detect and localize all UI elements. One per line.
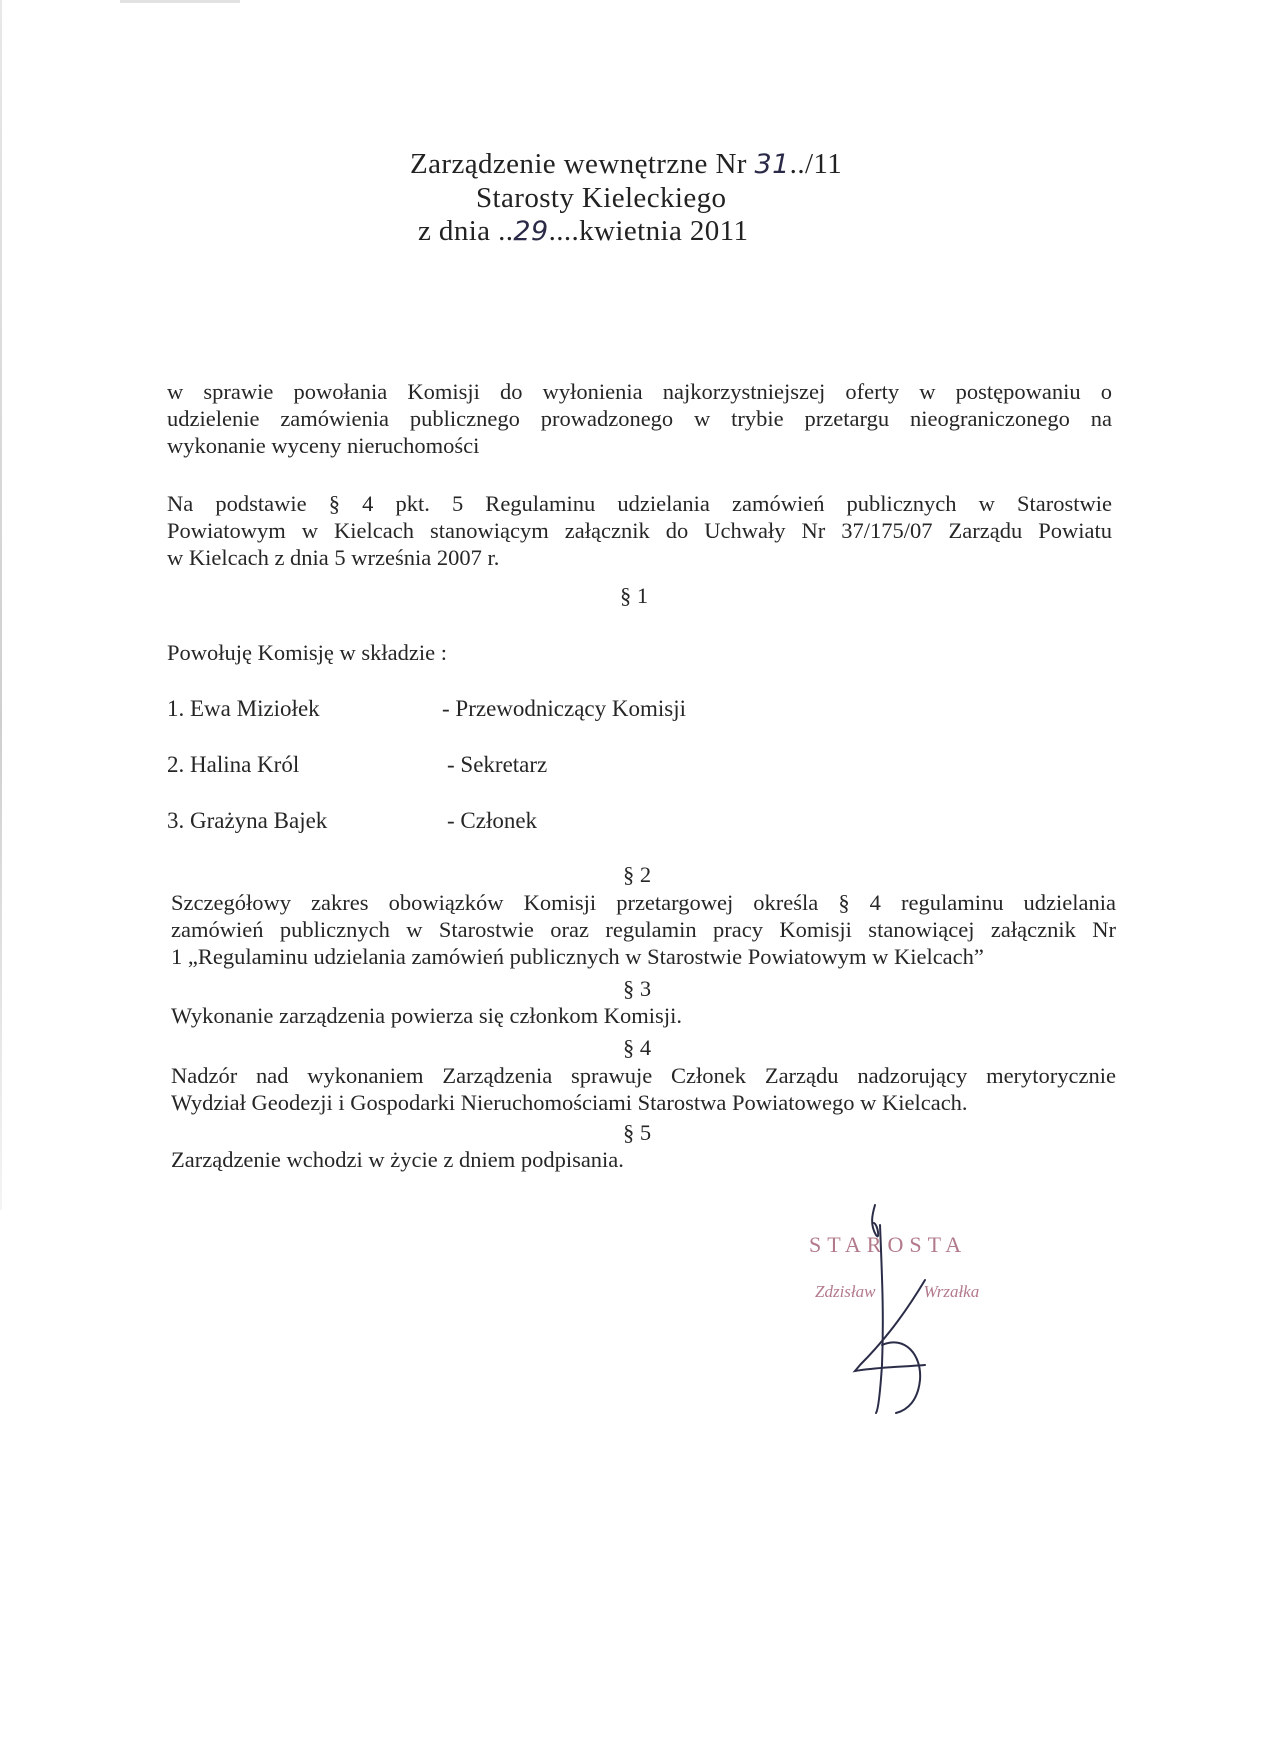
subject-line: wykonanie wyceny nieruchomości bbox=[167, 433, 480, 458]
member-role: - Przewodniczący Komisji bbox=[442, 696, 686, 721]
committee-member bbox=[167, 752, 548, 778]
member-name: 1. Ewa Miziołek bbox=[167, 696, 320, 721]
handwritten-signature bbox=[800, 1195, 1000, 1445]
section-4-paragraph bbox=[171, 1062, 1116, 1116]
document-header bbox=[410, 148, 842, 249]
stamp-first-name: Zdzisław bbox=[815, 1282, 876, 1301]
section-4-line: Wydział Geodezji i Gospodarki Nieruchomościami Starostwa Powiatowego w Kielcach. bbox=[171, 1090, 968, 1115]
scan-top-mark bbox=[120, 0, 240, 3]
member-role: - Członek bbox=[447, 808, 538, 833]
section-2-heading: § 2 bbox=[623, 862, 652, 887]
section-5-heading: § 5 bbox=[623, 1120, 652, 1145]
scan-edge bbox=[0, 0, 2, 1210]
committee-member bbox=[167, 696, 686, 722]
member-name: 3. Grażyna Bajek bbox=[167, 808, 328, 833]
section-2-line: Szczegółowy zakres obowiązków Komisji przetargowej określa § 4 regulaminu udzielania bbox=[171, 890, 1116, 915]
section-4-line: Nadzór nad wykonaniem Zarządzenia sprawuje Członek Zarządu nadzorujący merytorycznie bbox=[171, 1063, 1116, 1088]
section-2-line: 1 „Regulaminu udzielania zamówień publicznych w Starostwie Powiatowym w Kielcach” bbox=[171, 944, 984, 969]
header-authority: Starosty Kieleckiego bbox=[476, 181, 727, 214]
subject-line: udzielenie zamówienia publicznego prowadzonego w trybie przetargu nieograniczonego na bbox=[167, 406, 1112, 431]
basis-line: w Kielcach z dnia 5 września 2007 r. bbox=[167, 545, 500, 570]
basis-line: Na podstawie § 4 pkt. 5 Regulaminu udzielania zamówień publicznych w Starostwie bbox=[167, 491, 1112, 516]
stamp-title: STAROSTA bbox=[809, 1232, 968, 1257]
header-date-suffix: ....kwietnia 2011 bbox=[548, 215, 749, 248]
header-title-suffix: ../11 bbox=[789, 148, 843, 180]
member-name: 2. Halina Król bbox=[167, 752, 300, 777]
basis-line: Powiatowym w Kielcach stanowiącym załącznik do Uchwały Nr 37/175/07 Zarządu Powiatu bbox=[167, 518, 1112, 543]
committee-member bbox=[167, 808, 538, 834]
committee-intro: Powołuję Komisję w składzie : bbox=[167, 640, 447, 665]
legal-basis-paragraph bbox=[167, 490, 1112, 571]
header-date-line bbox=[410, 215, 842, 249]
handwritten-day: 29 bbox=[513, 216, 549, 248]
header-date-prefix: z dnia .. bbox=[418, 215, 514, 248]
subject-line: w sprawie powołania Komisji do wyłonienia najkorzystniejszej oferty w postępowaniu o bbox=[167, 379, 1112, 404]
header-title-line bbox=[410, 148, 842, 182]
subject-paragraph bbox=[167, 378, 1112, 459]
handwritten-number: 31 bbox=[754, 149, 790, 180]
section-3-heading: § 3 bbox=[623, 976, 652, 1001]
header-title-prefix: Zarządzenie wewnętrzne Nr bbox=[410, 148, 755, 180]
section-1-heading: § 1 bbox=[620, 583, 649, 608]
member-role: - Sekretarz bbox=[447, 752, 548, 777]
stamp-last-name: Wrzałka bbox=[923, 1282, 980, 1301]
section-5-text: Zarządzenie wchodzi w życie z dniem podpisania. bbox=[171, 1147, 624, 1172]
section-2-paragraph bbox=[171, 889, 1116, 970]
section-3-text: Wykonanie zarządzenia powierza się członkom Komisji. bbox=[171, 1003, 682, 1028]
section-4-heading: § 4 bbox=[623, 1035, 652, 1060]
section-2-line: zamówień publicznych w Starostwie oraz regulamin pracy Komisji stanowiącej załącznik Nr bbox=[171, 917, 1116, 942]
